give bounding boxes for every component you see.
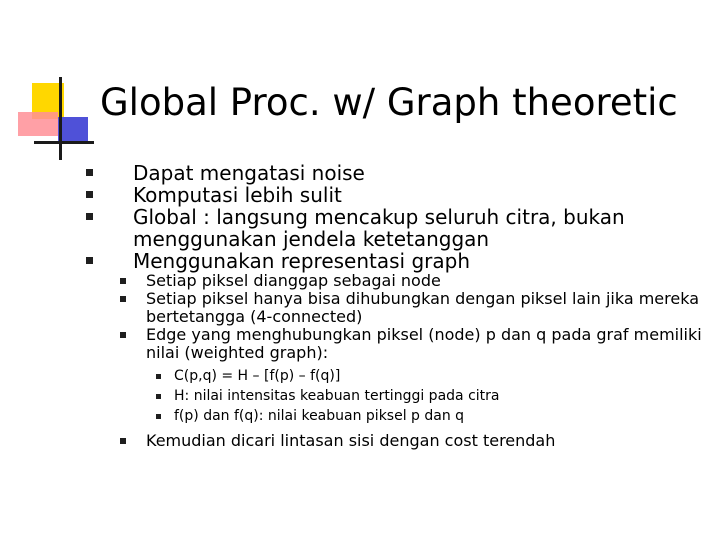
square-bullet-icon [86,257,93,264]
bullet-text: Dapat mengatasi noise [133,161,365,185]
bullet-text: Komputasi lebih sulit [133,183,342,207]
square-bullet-icon [156,414,161,419]
horizontal-line-decoration [34,141,94,144]
sub-sub-bullet-text: f(p) dan f(q): nilai keabuan piksel p dan q [174,408,465,424]
sub-bullet-item [120,432,706,450]
sub-sub-bullet-item [156,366,706,386]
sub-sub-bullet-list [146,366,706,426]
sub-sub-bullet-item [156,406,706,426]
sub-bullet-list [133,272,706,450]
sub-bullet-text: Setiap piksel hanya bisa dihubungkan dengan piksel lain jika mereka bertetangga (4-connected) [146,289,699,326]
vertical-line-decoration [59,77,62,160]
sub-bullet-text: Edge yang menghubungkan piksel (node) p dan q pada graf memiliki nilai (weighted graph): [146,325,702,362]
sub-bullet-text: Setiap piksel dianggap sebagai node [146,271,441,290]
sub-sub-bullet-item [156,386,706,406]
square-bullet-icon [120,438,126,444]
square-bullet-icon [120,332,126,338]
sub-bullet-item [120,290,706,326]
square-bullet-icon [156,374,161,379]
square-bullet-icon [120,296,126,302]
sub-bullet-item [120,326,706,426]
bullet-item [86,184,706,206]
square-bullet-icon [86,169,93,176]
sub-bullet-item [120,272,706,290]
bullet-item [86,206,706,250]
sub-sub-bullet-text: C(p,q) = H – [f(p) – f(q)] [174,368,341,384]
sub-bullet-text: Kemudian dicari lintasan sisi dengan cost terendah [146,431,556,450]
bullet-list [86,162,706,450]
square-bullet-icon [86,213,93,220]
bullet-item [86,250,706,450]
square-bullet-icon [120,278,126,284]
bullet-item [86,162,706,184]
bullet-text: Menggunakan representasi graph [133,249,471,273]
square-bullet-icon [156,394,161,399]
blue-square-decoration [58,117,88,143]
square-bullet-icon [86,191,93,198]
decorative-logo [0,0,100,165]
sub-sub-bullet-text: H: nilai intensitas keabuan tertinggi pada citra [174,388,500,404]
bullet-text: Global : langsung mencakup seluruh citra, bukan menggunakan jendela ketetanggan [133,205,625,251]
pink-square-decoration [18,112,58,136]
slide-title: Global Proc. w/ Graph theoretic [100,81,678,124]
